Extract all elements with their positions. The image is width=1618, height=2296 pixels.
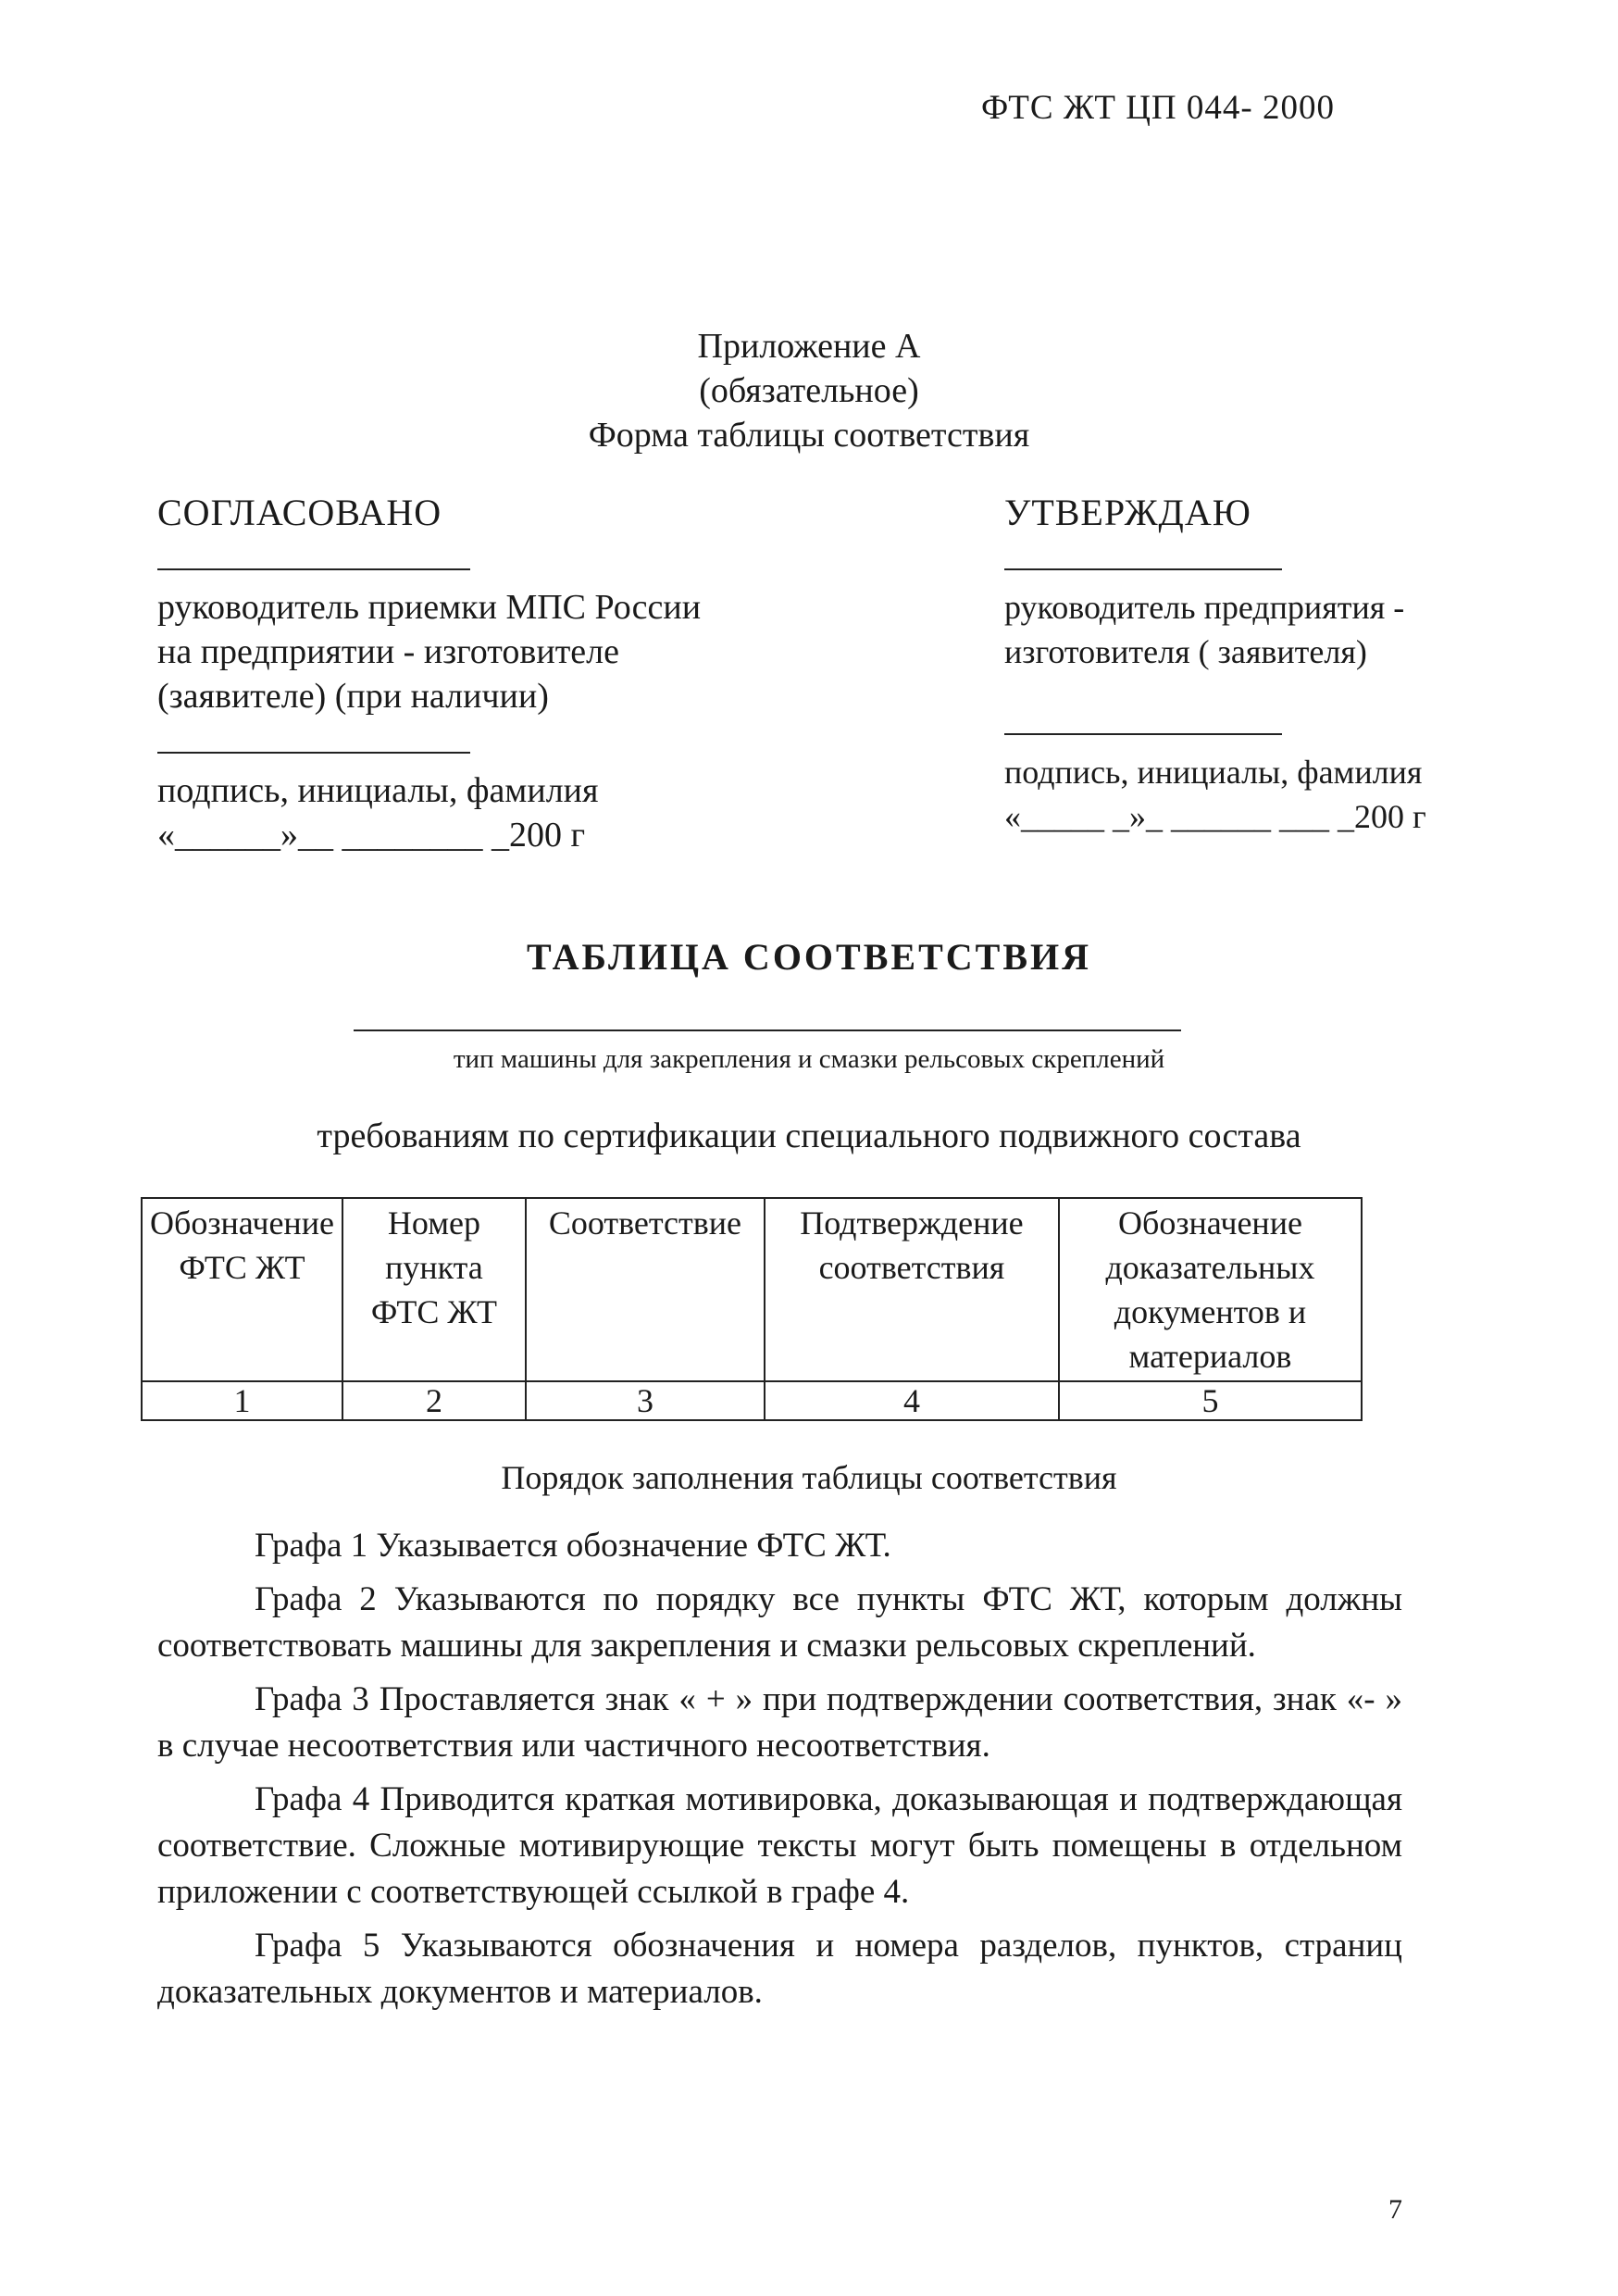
approval-left-heading: СОГЛАСОВАНО bbox=[157, 492, 442, 533]
page-number: 7 bbox=[1388, 2194, 1402, 2225]
approval-right-heading: УТВЕРЖДАЮ bbox=[1004, 492, 1251, 533]
column-number: 2 bbox=[342, 1381, 526, 1420]
procedure-title: Порядок заполнения таблицы соответствия bbox=[501, 1459, 1117, 1496]
position-line bbox=[157, 568, 470, 570]
header-conformity: Соответствие bbox=[526, 1198, 765, 1381]
paragraph-column-5: Графа 5 Указываются обозначения и номера разделов, пунктов, страниц доказательных документов и материалов. bbox=[157, 1927, 1402, 2011]
header-evidence-documents: Обозначение доказательных документов и материалов bbox=[1059, 1198, 1362, 1381]
paragraph-column-3: Графа 3 Проставляется знак « + » при подтверждении соответствия, знак «- » в случае несоответствия или частичного несоответствия. bbox=[157, 1680, 1402, 1765]
signature-line bbox=[1004, 733, 1282, 735]
appendix-heading bbox=[0, 324, 1618, 457]
header-designation: Обозначение ФТС ЖТ bbox=[142, 1198, 342, 1381]
approval-left-block bbox=[157, 491, 703, 857]
conformity-table bbox=[141, 1197, 1363, 1421]
approval-left-signature-caption: подпись, инициалы, фамилия bbox=[157, 771, 599, 810]
paragraph-column-4: Графа 4 Приводится краткая мотивировка, доказывающая и подтверждающая соответствие. Сложные мотивирующие тексты могут быть помещены в отдельном приложении с соответствующей ссылкой в графе 4. bbox=[157, 1780, 1402, 1911]
table-header-row bbox=[142, 1198, 1362, 1381]
appendix-status: (обязательное) bbox=[699, 371, 919, 410]
column-number: 5 bbox=[1059, 1381, 1362, 1420]
header-confirmation: Подтверждение соответствия bbox=[765, 1198, 1059, 1381]
paragraph-column-2: Графа 2 Указываются по порядку все пункты ФТС ЖТ, которым должны соответствовать машины для закрепления и смазки рельсовых скреплений. bbox=[157, 1580, 1402, 1665]
approval-right-position: руководитель предприятия - изготовителя ( заявителя) bbox=[1004, 589, 1405, 670]
procedure-body bbox=[157, 1523, 1402, 2023]
document-title: ТАБЛИЦА СООТВЕТСТВИЯ bbox=[526, 936, 1092, 978]
paragraph-column-1: Графа 1 Указывается обозначение ФТС ЖТ. bbox=[255, 1527, 891, 1565]
header-clause-number: Номер пункта ФТС ЖТ bbox=[342, 1198, 526, 1381]
appendix-form-title: Форма таблицы соответствия bbox=[588, 416, 1030, 455]
approval-right-date-line: «_____ _»_ ______ ___ _200 г bbox=[1004, 798, 1426, 835]
signature-line bbox=[157, 752, 470, 754]
approval-left-date-line: «______»__ ________ _200 г bbox=[157, 816, 586, 855]
approval-left-position: руководитель приемки МПС России на предприятии - изготовителе (заявителе) (при наличии) bbox=[157, 588, 702, 716]
position-line bbox=[1004, 568, 1282, 570]
machine-type-line bbox=[354, 1029, 1181, 1031]
table-row bbox=[142, 1381, 1362, 1420]
appendix-label: Приложение А bbox=[697, 327, 921, 366]
column-number: 4 bbox=[765, 1381, 1059, 1420]
approval-right-block bbox=[1004, 491, 1523, 839]
column-number: 3 bbox=[526, 1381, 765, 1420]
machine-type-caption: тип машины для закрепления и смазки рельсовых скреплений bbox=[453, 1044, 1165, 1074]
document-code: ФТС ЖТ ЦП 044- 2000 bbox=[981, 89, 1335, 127]
column-number: 1 bbox=[142, 1381, 342, 1420]
requirements-line: требованиям по сертификации специального подвижного состава bbox=[317, 1117, 1301, 1155]
approval-right-signature-caption: подпись, инициалы, фамилия bbox=[1004, 754, 1423, 791]
